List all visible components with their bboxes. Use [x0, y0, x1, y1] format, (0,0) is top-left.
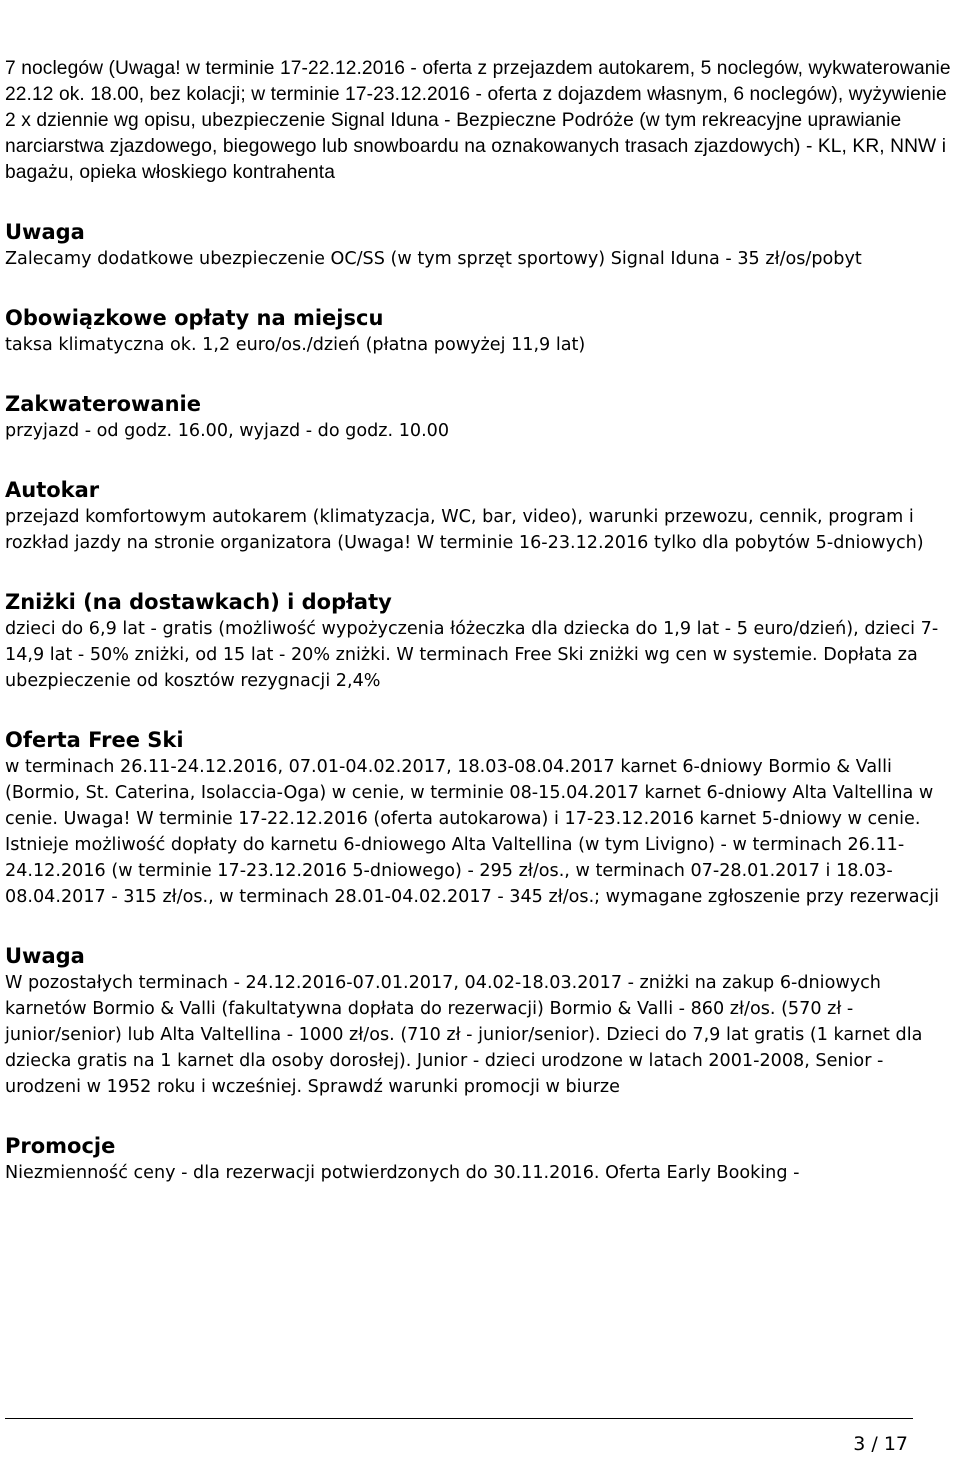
intro-paragraph: 7 noclegów (Uwaga! w terminie 17-22.12.2016 - oferta z przejazdem autokarem, 5 noclegów, wykwaterowanie 22.12 ok. 18.00, bez kolacji; w terminie 17-23.12.2016 - oferta z dojazdem własnym, 6 noclegów), wyżywienie 2 x dziennie wg opisu, ubezpieczenie Signal Iduna - Bezpieczne Podróże (w tym rekreacyjne uprawianie narciarstwa zjazdowego, biegowego lub snowboardu na oznakowanych trasach zjazdowych) - KL, KR, NNW i bagażu, opieka włoskiego kontrahenta	[5, 58, 951, 183]
section-text: W pozostałych terminach - 24.12.2016-07.01.2017, 04.02-18.03.2017 - zniżki na zakup 6-dniowych karnetów Bormio & Valli (fakultatywna dopłata do rezerwacji) Bormio & Valli - 860 zł/os. (570 zł - junior/senior) lub Alta Valtellina - 1000 zł/os. (710 zł - junior/senior). Dzieci do 7,9 lat gratis (1 karnet dla dziecka gratis na 1 karnet dla osoby dorosłej). Junior - dzieci urodzone w latach 2001-2008, Senior - urodzeni w 1952 roku i wcześniej. Sprawdź warunki promocji w biurze	[5, 973, 923, 1097]
section-title: Oferta Free Ski	[5, 728, 184, 752]
section-text: taksa klimatyczna ok. 1,2 euro/os./dzień (płatna powyżej 11,9 lat)	[5, 335, 586, 355]
section-text: przejazd komfortowym autokarem (klimatyzacja, WC, bar, video), warunki przewozu, cennik, program i rozkład jazdy na stronie organizatora (Uwaga! W terminie 16-23.12.2016 tylko dla pobytów 5-dniowych)	[5, 507, 924, 553]
section-text: dzieci do 6,9 lat - gratis (możliwość wypożyczenia łóżeczka dla dziecka do 1,9 lat - 5 euro/dzień), dzieci 7-14,9 lat - 50% zniżki, od 15 lat - 20% zniżki. W terminach Free Ski zniżki wg cen w systemie. Dopłata za ubezpieczenie od kosztów rezygnacji 2,4%	[5, 619, 939, 691]
section-text: Zalecamy dodatkowe ubezpieczenie OC/SS (w tym sprzęt sportowy) Signal Iduna - 35 zł/os/pobyt	[5, 249, 862, 269]
section-uwaga-karnety	[5, 942, 951, 1100]
section-text: przyjazd - od godz. 16.00, wyjazd - do godz. 10.00	[5, 421, 450, 441]
section-title: Zakwaterowanie	[5, 392, 201, 416]
section-zakwaterowanie	[5, 390, 951, 444]
section-text: w terminach 26.11-24.12.2016, 07.01-04.02.2017, 18.03-08.04.2017 karnet 6-dniowy Bormio & Valli (Bormio, St. Caterina, Isolaccia-Oga) w cenie, w terminie 08-15.04.2017 karnet 6-dniowy Alta Valtellina w cenie. Uwaga! W terminie 17-22.12.2016 (oferta autokarowa) i 17-23.12.2016 karnet 5-dniowy w cenie. Istnieje możliwość dopłaty do karnetu 6-dniowego Alta Valtellina (w tym Livigno) - w terminach 26.11-24.12.2016 (w terminie 17-23.12.2016 5-dniowego) - 295 zł/os., w terminach 07-28.01.2017 i 18.03-08.04.2017 - 315 zł/os., w terminach 28.01-04.02.2017 - 345 zł/os.; wymagane zgłoszenie przy rezerwacji	[5, 757, 939, 907]
section-title: Obowiązkowe opłaty na miejscu	[5, 306, 384, 330]
section-title: Uwaga	[5, 944, 85, 968]
section-autokar	[5, 476, 951, 556]
section-title: Uwaga	[5, 220, 85, 244]
section-obowiazkowe-oplaty	[5, 304, 951, 358]
section-title: Zniżki (na dostawkach) i dopłaty	[5, 590, 392, 614]
section-znizki-doplaty	[5, 588, 951, 694]
section-title: Promocje	[5, 1134, 116, 1158]
section-text: Niezmienność ceny - dla rezerwacji potwierdzonych do 30.11.2016. Oferta Early Booking -	[5, 1163, 800, 1183]
page-number: 3 / 17	[853, 1433, 908, 1455]
footer-divider	[5, 1418, 913, 1419]
section-title: Autokar	[5, 478, 100, 502]
section-uwaga	[5, 218, 951, 272]
section-promocje	[5, 1132, 951, 1186]
document-page	[5, 0, 951, 1186]
section-oferta-free-ski	[5, 726, 951, 910]
